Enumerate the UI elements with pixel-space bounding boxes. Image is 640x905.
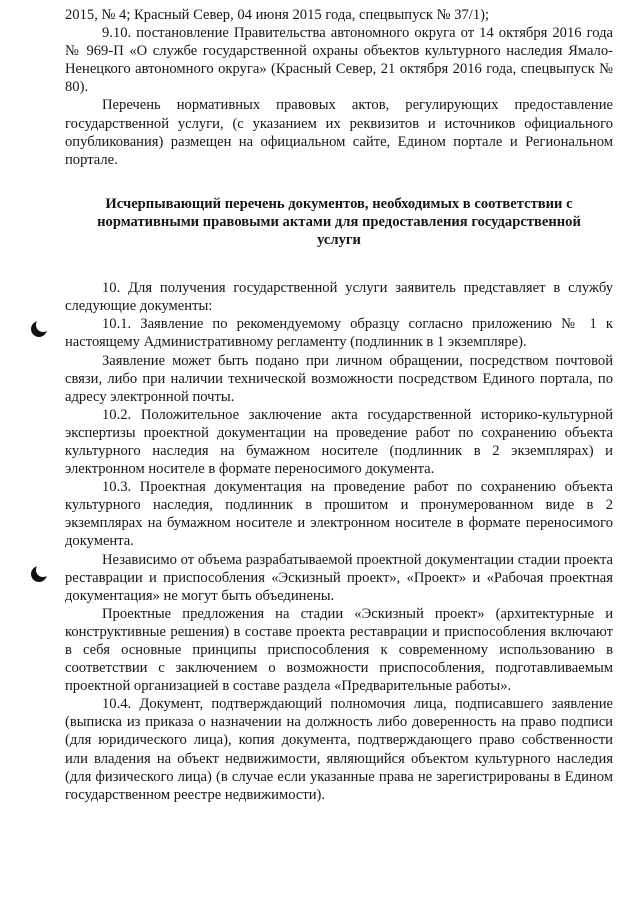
paragraph-10-3: 10.3. Проектная документация на проведение работ по сохранению объекта культурного наследия, подлинник в прошитом и пронумерованном виде в 2 экземплярах на бумажном носителе и электронном носителе в формате переносимого документа. bbox=[65, 479, 613, 550]
paragraph-legal-acts-list: Перечень нормативных правовых актов, регулирующих предоставление государственной услуги, (с указанием их реквизитов и источников официального опубликования) размещен на официальном сайте, Едином портале и Региональном портале. bbox=[65, 97, 613, 168]
paragraph-source-continuation: 2015, № 4; Красный Север, 04 июня 2015 года, спецвыпуск № 37/1); bbox=[65, 7, 490, 23]
paragraph-10-4: 10.4. Документ, подтверждающий полномочия лица, подписавшего заявление (выписка из приказа о назначении на должность либо доверенность на право подписи (для юридического лица), копия документа, подтверждающего право собственности или владения на объект недвижимости, являющийся объектом культурного наследия (для физического лица) (в случае если указанные права не зарегистрированы в Едином государственном реестре недвижимости). bbox=[65, 696, 613, 803]
paragraph-10-1: 10.1. Заявление по рекомендуемому образцу согласно приложению № 1 к настоящему Административному регламенту (подлинник в 1 экземпляре). bbox=[65, 316, 613, 351]
paragraph-10-2: 10.2. Положительное заключение акта государственной историко-культурной экспертизы проектной документации на проведение работ по сохранению объекта культурного наследия на бумажном носителе (подлинник в 2 экземплярах) и электронном носителе в формате переносимого документа. bbox=[65, 406, 613, 478]
binder-hole-mark-top bbox=[31, 321, 47, 337]
paragraph-sketch-proposals: Проектные предложения на стадии «Эскизный проект» (архитектурные и конструктивные решения) в составе проекта реставрации и приспособления включают в себя основные принципы приспособления к современному использованию в соответствии с заключением о возможности приспособления, подготавливаемым проектной организацией в составе раздела «Предварительные работы». bbox=[65, 605, 613, 695]
paragraph-10: 10. Для получения государственной услуги заявитель представляет в службу следующие документы: bbox=[65, 280, 613, 315]
document-page bbox=[65, 6, 613, 804]
paragraph-application-submission: Заявление может быть подано при личном обращении, посредством почтовой связи, либо при наличии технической возможности посредством Единого портала, по адресу электронной почты. bbox=[65, 352, 613, 405]
paragraph-9-10: 9.10. постановление Правительства автономного округа от 14 октября 2016 года № 969-П «О службе государственной охраны объектов культурного наследия Ямало-Ненецкого автономного округа» (Красный Север, 21 октября 2016 года, спецвыпуск № 80). bbox=[65, 25, 613, 96]
section-heading: Исчерпывающий перечень документов, необходимых в соответствии с нормативными правовыми актами для предоставления государственной услуги bbox=[97, 195, 581, 249]
paragraph-project-stages: Независимо от объема разрабатываемой проектной документации стадии проекта реставрации и приспособления «Эскизный проект», «Проект» и «Рабочая проектная документация» не могут быть объединены. bbox=[65, 551, 613, 604]
binder-hole-mark-bottom bbox=[31, 566, 47, 582]
